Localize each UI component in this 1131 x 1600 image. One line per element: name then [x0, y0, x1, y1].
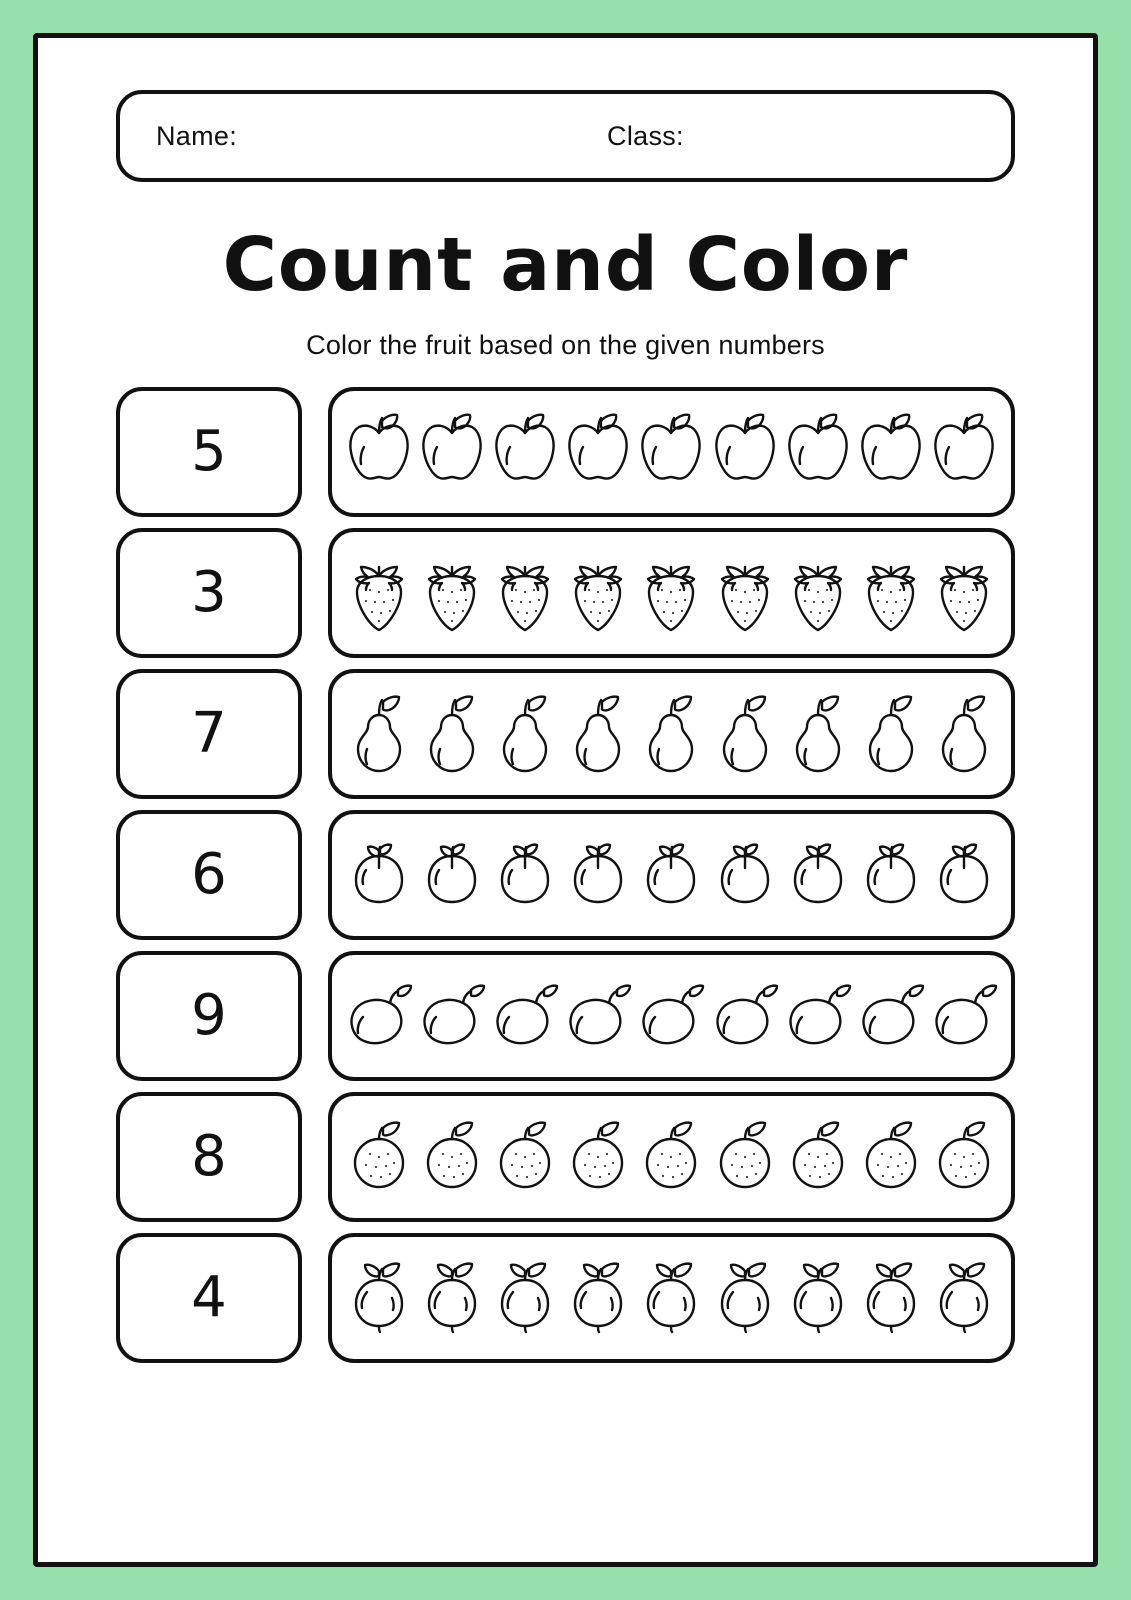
number-box: [116, 1092, 302, 1222]
number-box: [116, 528, 302, 658]
strawberry-icon[interactable]: [346, 552, 412, 634]
apple-icon[interactable]: [931, 411, 997, 493]
pear-icon[interactable]: [346, 693, 412, 775]
lemon-icon[interactable]: [785, 1258, 851, 1338]
pear-icon[interactable]: [931, 693, 997, 775]
mango-icon[interactable]: [855, 979, 927, 1053]
mango-icon[interactable]: [782, 979, 854, 1053]
strawberry-icon[interactable]: [858, 552, 924, 634]
fruit-strip: [328, 387, 1015, 517]
number-box: [116, 1233, 302, 1363]
pear-icon[interactable]: [492, 693, 558, 775]
pear-icon[interactable]: [565, 693, 631, 775]
strawberry-icon[interactable]: [785, 552, 851, 634]
fruit-strip: [328, 951, 1015, 1081]
number-box: [116, 951, 302, 1081]
apple-icon[interactable]: [712, 411, 778, 493]
number-box: [116, 669, 302, 799]
mango-icon[interactable]: [416, 979, 488, 1053]
apple-icon[interactable]: [346, 411, 412, 493]
strawberry-icon[interactable]: [492, 552, 558, 634]
lemon-icon[interactable]: [858, 1258, 924, 1338]
row-number: 9: [191, 983, 227, 1048]
orange-icon[interactable]: [492, 1118, 558, 1196]
row-number: 5: [191, 419, 227, 484]
orange-icon[interactable]: [931, 1118, 997, 1196]
worksheet-row: [116, 810, 1015, 940]
plum-icon[interactable]: [567, 838, 629, 912]
worksheet-row: [116, 528, 1015, 658]
pear-icon[interactable]: [638, 693, 704, 775]
lemon-icon[interactable]: [712, 1258, 778, 1338]
row-number: 7: [191, 701, 227, 766]
worksheet-page: [33, 33, 1098, 1567]
name-label: Name:: [156, 120, 238, 151]
strawberry-icon[interactable]: [931, 552, 997, 634]
plum-icon[interactable]: [714, 838, 776, 912]
worksheet-content: [38, 38, 1093, 1562]
row-number: 6: [191, 842, 227, 907]
mango-icon[interactable]: [489, 979, 561, 1053]
plum-icon[interactable]: [640, 838, 702, 912]
number-box: [116, 387, 302, 517]
mango-icon[interactable]: [562, 979, 634, 1053]
pear-icon[interactable]: [858, 693, 924, 775]
worksheet-row: [116, 1092, 1015, 1222]
orange-icon[interactable]: [638, 1118, 704, 1196]
pear-icon[interactable]: [712, 693, 778, 775]
plum-icon[interactable]: [348, 838, 410, 912]
orange-icon[interactable]: [565, 1118, 631, 1196]
apple-icon[interactable]: [858, 411, 924, 493]
orange-icon[interactable]: [712, 1118, 778, 1196]
fruit-strip: [328, 1233, 1015, 1363]
lemon-icon[interactable]: [492, 1258, 558, 1338]
worksheet-row: [116, 951, 1015, 1081]
worksheet-rows: [116, 387, 1015, 1363]
fruit-strip: [328, 669, 1015, 799]
lemon-icon[interactable]: [419, 1258, 485, 1338]
lemon-icon[interactable]: [931, 1258, 997, 1338]
lemon-icon[interactable]: [638, 1258, 704, 1338]
fruit-strip: [328, 1092, 1015, 1222]
plum-icon[interactable]: [494, 838, 556, 912]
worksheet-row: [116, 1233, 1015, 1363]
row-number: 4: [191, 1265, 227, 1330]
strawberry-icon[interactable]: [419, 552, 485, 634]
number-box: [116, 810, 302, 940]
orange-icon[interactable]: [858, 1118, 924, 1196]
row-number: 8: [191, 1124, 227, 1189]
mango-icon[interactable]: [928, 979, 1000, 1053]
mango-icon[interactable]: [343, 979, 415, 1053]
apple-icon[interactable]: [565, 411, 631, 493]
apple-icon[interactable]: [419, 411, 485, 493]
name-class-bar: [116, 90, 1015, 182]
mango-icon[interactable]: [635, 979, 707, 1053]
mango-icon[interactable]: [709, 979, 781, 1053]
fruit-strip: [328, 528, 1015, 658]
apple-icon[interactable]: [785, 411, 851, 493]
apple-icon[interactable]: [638, 411, 704, 493]
apple-icon[interactable]: [492, 411, 558, 493]
strawberry-icon[interactable]: [565, 552, 631, 634]
worksheet-row: [116, 669, 1015, 799]
page-subtitle: Color the fruit based on the given numbers: [306, 330, 825, 360]
orange-icon[interactable]: [419, 1118, 485, 1196]
class-label: Class:: [607, 120, 684, 151]
worksheet-row: [116, 387, 1015, 517]
page-title: Count and Color: [222, 222, 909, 308]
fruit-strip: [328, 810, 1015, 940]
pear-icon[interactable]: [419, 693, 485, 775]
pear-icon[interactable]: [785, 693, 851, 775]
strawberry-icon[interactable]: [712, 552, 778, 634]
lemon-icon[interactable]: [565, 1258, 631, 1338]
strawberry-icon[interactable]: [638, 552, 704, 634]
plum-icon[interactable]: [421, 838, 483, 912]
plum-icon[interactable]: [933, 838, 995, 912]
plum-icon[interactable]: [860, 838, 922, 912]
plum-icon[interactable]: [787, 838, 849, 912]
lemon-icon[interactable]: [346, 1258, 412, 1338]
orange-icon[interactable]: [785, 1118, 851, 1196]
row-number: 3: [191, 560, 227, 625]
orange-icon[interactable]: [346, 1118, 412, 1196]
